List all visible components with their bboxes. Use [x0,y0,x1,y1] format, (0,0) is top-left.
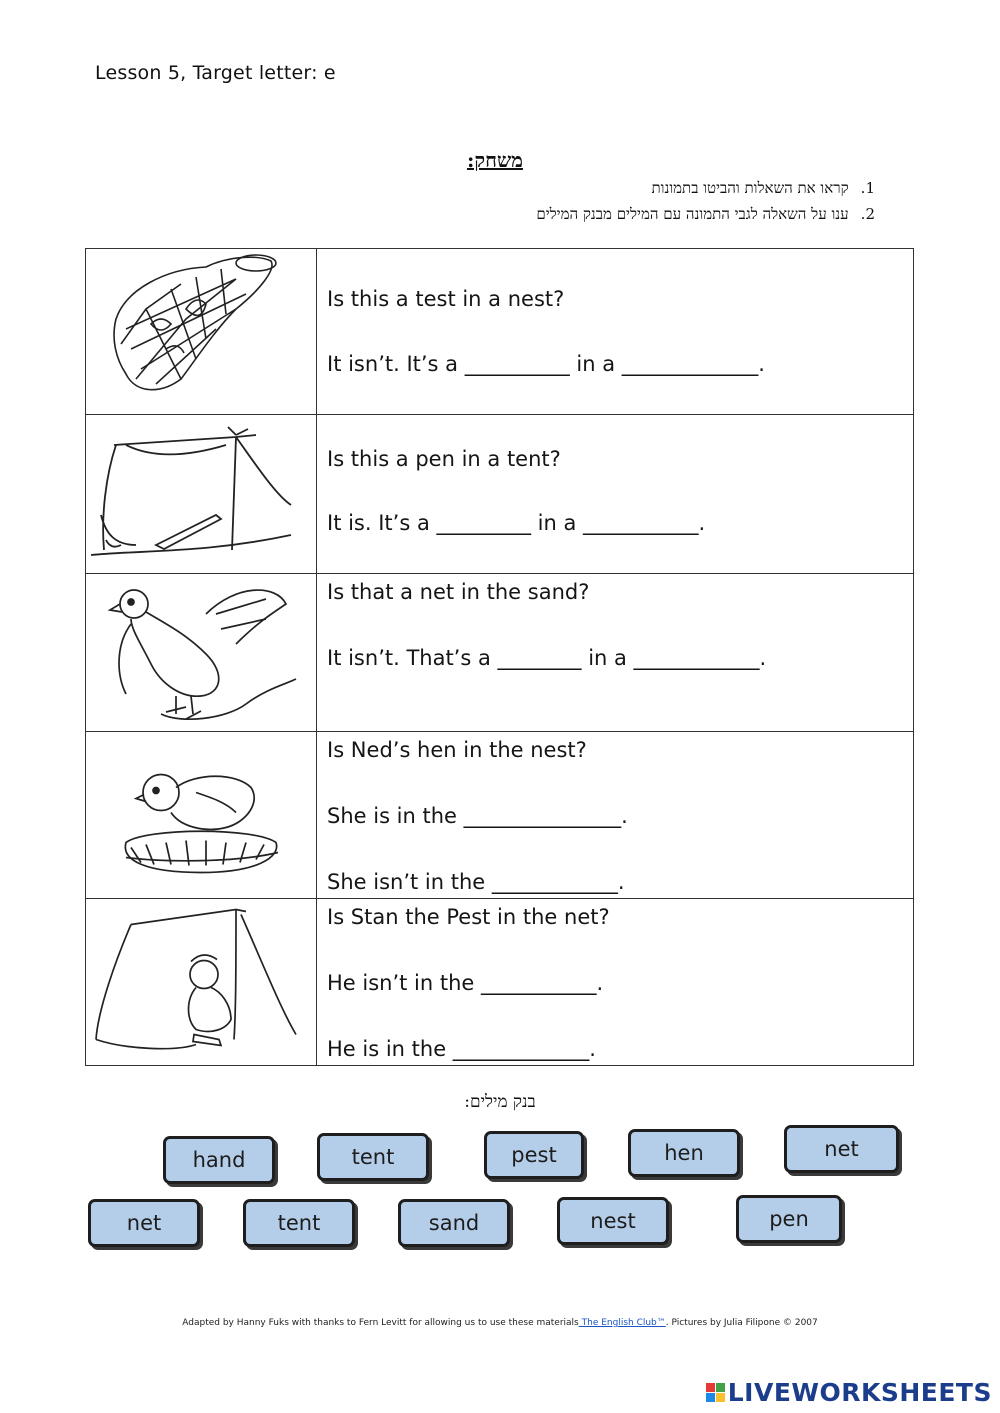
lesson-heading: Lesson 5, Target letter: e [95,62,336,84]
english-club-link[interactable]: The English Club™ [578,1318,666,1328]
picture-cell [86,732,317,899]
answer-line: It is. It’s a _________ in a ___________. [327,511,706,535]
pen-in-net-illustration [86,249,314,414]
question-cell [317,899,914,1066]
hen-in-nest-illustration [86,732,314,898]
pen-in-tent-illustration [86,415,314,573]
question-cell [317,249,914,415]
picture-cell [86,574,317,732]
hen-in-hand-illustration [86,574,314,731]
question-text: Is this a pen in a tent? [327,447,561,471]
logo-block [706,1383,715,1392]
instruction-1 [651,179,875,198]
answer-line: She is in the _______________. [327,804,628,828]
answer-line: She isn’t in the ____________. [327,870,625,894]
credits-text: Adapted by Hanny Fuks with thanks to Fern Levitt for allowing us to use these materials [182,1318,579,1328]
word-chip-pen[interactable]: pen [736,1195,842,1243]
word-chip-net[interactable]: net [784,1125,899,1173]
logo-block [716,1383,725,1392]
word-chip-tent-2[interactable]: tent [243,1199,355,1247]
question-cell [317,415,914,574]
logo-block [706,1393,715,1402]
instruction-text: ענו על השאלה לגבי התמונה עם המילים מבנק המילים [536,205,849,223]
question-text: Is that a net in the sand? [327,580,590,604]
answer-line: It isn’t. That’s a ________ in a ____________. [327,646,767,670]
word-chip-net-2[interactable]: net [88,1199,200,1247]
question-text: Is Ned’s hen in the nest? [327,738,587,762]
answer-line: It isn’t. It’s a __________ in a _____________. [327,352,765,376]
brand-name: LIVEWORKSHEETS [727,1378,992,1407]
liveworksheets-logo[interactable] [706,1378,992,1407]
word-chip-sand[interactable]: sand [398,1199,510,1247]
instruction-text: קראו את השאלות והביטו בתמונות [651,179,849,197]
exercise-table [85,248,914,1066]
word-chip-nest[interactable]: nest [557,1197,669,1245]
instruction-2 [536,205,875,224]
question-text: Is Stan the Pest in the net? [327,905,610,929]
picture-cell [86,899,317,1066]
word-chip-tent[interactable]: tent [317,1133,429,1181]
word-chip-hen[interactable]: hen [628,1129,740,1177]
question-text: Is this a test in a nest? [327,287,565,311]
question-cell [317,574,914,732]
exercise-row [86,732,914,899]
word-chip-pest[interactable]: pest [484,1131,584,1179]
picture-cell [86,249,317,415]
question-cell [317,732,914,899]
answer-line: He isn’t in the ___________. [327,971,604,995]
exercise-row [86,899,914,1066]
credits-footer [0,1318,1000,1328]
word-chip-hand[interactable]: hand [163,1136,275,1184]
credits-text-end: . Pictures by Julia Filipone © 2007 [665,1318,818,1328]
game-title: משחק: [467,148,523,172]
instruction-number: 1. [860,179,875,197]
exercise-row [86,249,914,415]
picture-cell [86,415,317,574]
exercise-row [86,574,914,732]
instruction-number: 2. [860,205,875,223]
logo-block [716,1393,725,1402]
boy-in-tent-illustration [86,899,314,1065]
word-bank-title: בנק מילים: [464,1092,536,1112]
logo-mark-icon [706,1383,725,1402]
exercise-row [86,415,914,574]
answer-line: He is in the _____________. [327,1037,596,1061]
